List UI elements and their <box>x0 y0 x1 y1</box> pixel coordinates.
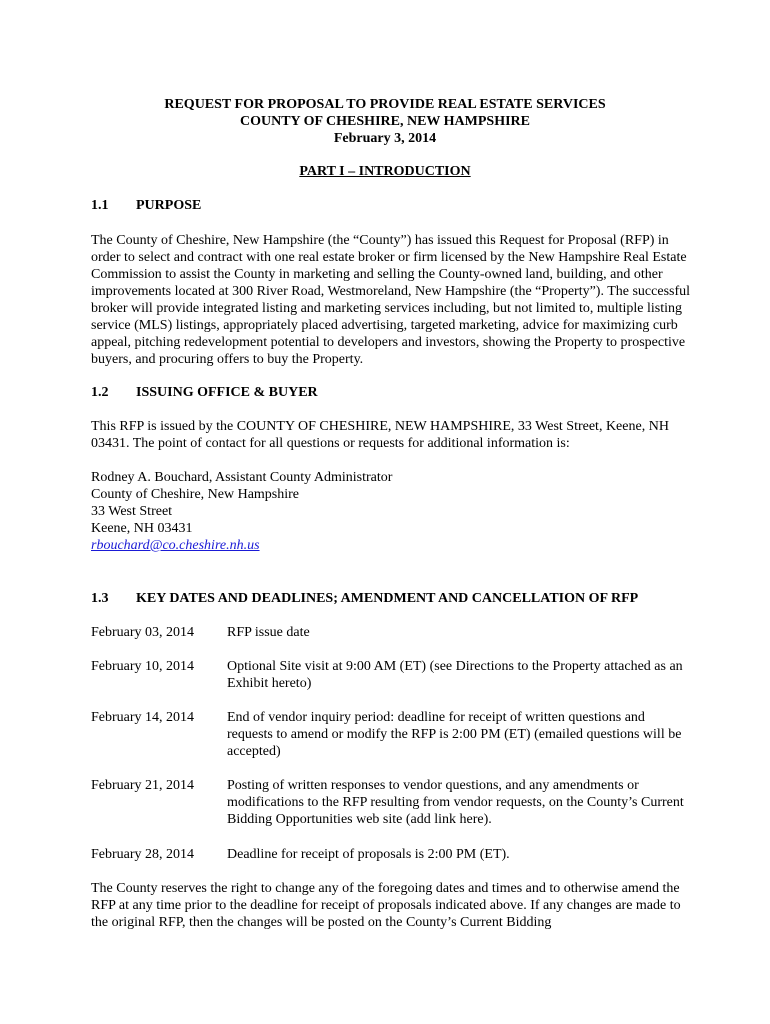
section-number: 1.2 <box>91 385 109 400</box>
date-cell: February 14, 2014 <box>91 710 195 725</box>
date-cell: February 10, 2014 <box>91 659 195 674</box>
date-description: Optional Site visit at 9:00 AM (ET) (see Directions to the Property attached as an Exhibit hereto) <box>227 659 683 691</box>
part-title: PART I – INTRODUCTION <box>299 164 471 179</box>
contact-city: Keene, NH 03431 <box>91 521 193 536</box>
contact-street: 33 West Street <box>91 504 173 519</box>
date-cell: February 03, 2014 <box>91 625 195 640</box>
section-heading-issuing-office <box>91 384 318 401</box>
header-date: February 3, 2014 <box>333 131 437 146</box>
purpose-paragraph: The County of Cheshire, New Hampshire (the “County”) has issued this Request for Proposal (RFP) in order to select and contract with one real estate broker or firm licensed by the New Hampshire Real Estate Commission to assist the County in marketing and selling the County-owned land, building, and other improvements located at 300 River Road, Westmoreland, New Hampshire (the “Property”). The successful broker will provide integrated listing and marketing services including, but not limited to, multiple listing service (MLS) listings, appropriately placed advertising, targeted marketing, advice for maximizing curb appeal, pitching redevelopment potential to developers and investors, showing the Property to prospective buyers, and procuring offers to buy the Property. <box>91 233 691 367</box>
date-description: End of vendor inquiry period: deadline for receipt of written questions and requests to amend or modify the RFP is 2:00 PM (ET) (emailed questions will be accepted) <box>227 710 682 759</box>
section-title: PURPOSE <box>136 198 202 213</box>
date-description: Deadline for receipt of proposals is 2:00 PM (ET). <box>227 847 510 862</box>
section-title: KEY DATES AND DEADLINES; AMENDMENT AND CANCELLATION OF RFP <box>136 591 639 606</box>
section-heading-purpose <box>91 197 201 214</box>
contact-block <box>91 469 392 554</box>
date-cell: February 28, 2014 <box>91 847 195 862</box>
contact-email-link[interactable]: rbouchard@co.cheshire.nh.us <box>91 538 260 553</box>
document-header <box>0 96 770 147</box>
section-number: 1.3 <box>91 591 109 606</box>
header-county: COUNTY OF CHESHIRE, NEW HAMPSHIRE <box>239 114 530 129</box>
closing-paragraph: The County reserves the right to change any of the foregoing dates and times and to otherwise amend the RFP at any time prior to the deadline for receipt of proposals indicated above. If any changes are made to the original RFP, then the changes will be posted on the County’s Current Bidding <box>91 881 681 930</box>
date-description: RFP issue date <box>227 625 310 640</box>
section-heading-key-dates <box>91 590 638 607</box>
date-description: Posting of written responses to vendor questions, and any amendments or modifications to the RFP resulting from vendor requests, on the County’s Current Bidding Opportunities web site (add link here). <box>227 778 684 827</box>
header-title: REQUEST FOR PROPOSAL TO PROVIDE REAL ESTATE SERVICES <box>164 97 606 112</box>
contact-org: County of Cheshire, New Hampshire <box>91 487 300 502</box>
contact-name: Rodney A. Bouchard, Assistant County Administrator <box>91 470 393 485</box>
section-number: 1.1 <box>91 198 109 213</box>
section-title: ISSUING OFFICE & BUYER <box>136 385 318 400</box>
date-cell: February 21, 2014 <box>91 778 195 793</box>
issuing-paragraph: This RFP is issued by the COUNTY OF CHESHIRE, NEW HAMPSHIRE, 33 West Street, Keene, NH 03431. The point of contact for all questions or requests for additional information is: <box>91 419 669 451</box>
